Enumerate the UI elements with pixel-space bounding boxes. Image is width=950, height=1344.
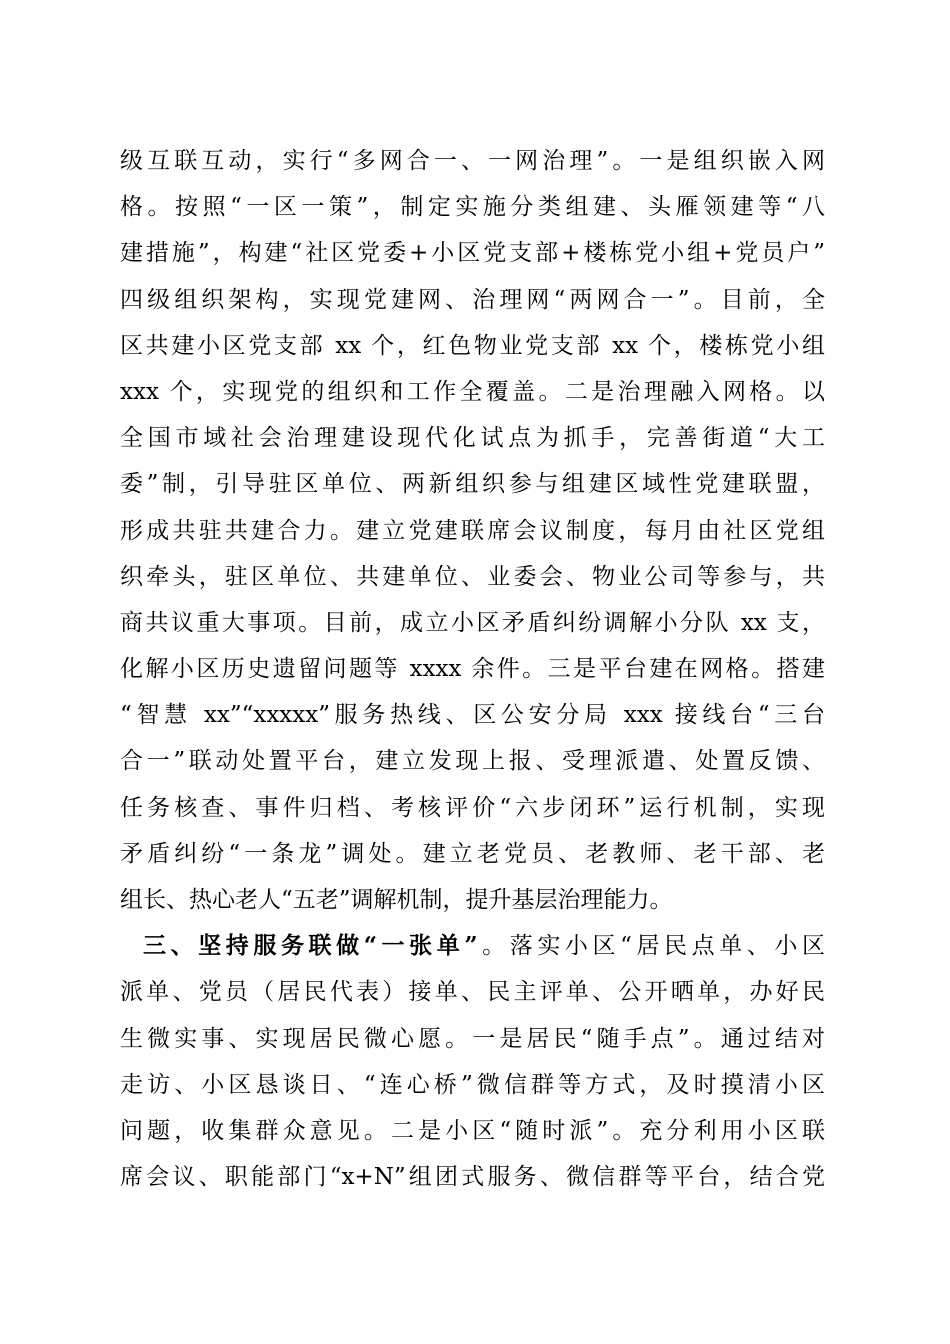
text-line: 化解小区历史遗留问题等 xxxx 余件。三是平台建在网格。搭建 bbox=[120, 656, 825, 683]
text-line: 织牵头，驻区单位、共建单位、业委会、物业公司等参与，共 bbox=[120, 563, 825, 590]
text-line: 席会议、职能部门“x+N”组团式服务、微信群等平台，结合党 bbox=[120, 1164, 825, 1191]
section-line-text: 。落实小区“居民点单、小区 bbox=[477, 933, 825, 960]
text-line: 派单、党员（居民代表）接单、民主评单、公开晒单，办好民 bbox=[120, 979, 825, 1006]
section-heading: 三、坚持服务联做“一张单” bbox=[143, 932, 478, 960]
text-line: “智慧 xx”“xxxxx”服务热线、区公安分局 xxx 接线台“三台 bbox=[120, 702, 825, 729]
text-line: xxx 个，实现党的组织和工作全覆盖。二是治理融入网格。以 bbox=[120, 378, 825, 405]
text-line: 区共建小区党支部 xx 个，红色物业党支部 xx 个，楼栋党小组 bbox=[120, 332, 825, 359]
text-line: 生微实事、实现居民微心愿。一是居民“随手点”。通过结对 bbox=[120, 1025, 825, 1052]
text-line: 形成共驻共建合力。建立党建联席会议制度，每月由社区党组 bbox=[120, 517, 825, 544]
text-line: 委”制，引导驻区单位、两新组织参与组建区域性党建联盟， bbox=[120, 471, 825, 498]
text-line: 走访、小区恳谈日、“连心桥”微信群等方式，及时摸清小区 bbox=[120, 1071, 825, 1098]
text-line: 任务核查、事件归档、考核评价“六步闭环”运行机制，实现 bbox=[120, 794, 825, 821]
text-line: 合一”联动处置平台，建立发现上报、受理派遣、处置反馈、 bbox=[120, 748, 825, 775]
text-line: 四级组织架构，实现党建网、治理网“两网合一”。目前，全 bbox=[120, 286, 825, 313]
document-body bbox=[120, 138, 825, 1200]
text-line: 级互联互动，实行“多网合一、一网治理”。一是组织嵌入网 bbox=[120, 148, 825, 174]
text-line: 组长、热心老人“五老”调解机制，提升基层治理能力。 bbox=[120, 887, 673, 913]
text-line: 矛盾纠纷“一条龙”调处。建立老党员、老教师、老干部、老 bbox=[120, 840, 825, 867]
text-line: 商共议重大事项。目前，成立小区矛盾纠纷调解小分队 xx 支， bbox=[120, 609, 825, 636]
text-line: 建措施”，构建“社区党委+小区党支部+楼栋党小组+党员户” bbox=[120, 240, 825, 267]
text-line: 格。按照“一区一策”，制定实施分类组建、头雁领建等“八 bbox=[120, 194, 825, 221]
section-first-line bbox=[120, 923, 825, 969]
text-line: 全国市域社会治理建设现代化试点为抓手，完善街道“大工 bbox=[120, 425, 825, 452]
text-line: 问题，收集群众意见。二是小区“随时派”。充分利用小区联 bbox=[120, 1117, 825, 1144]
